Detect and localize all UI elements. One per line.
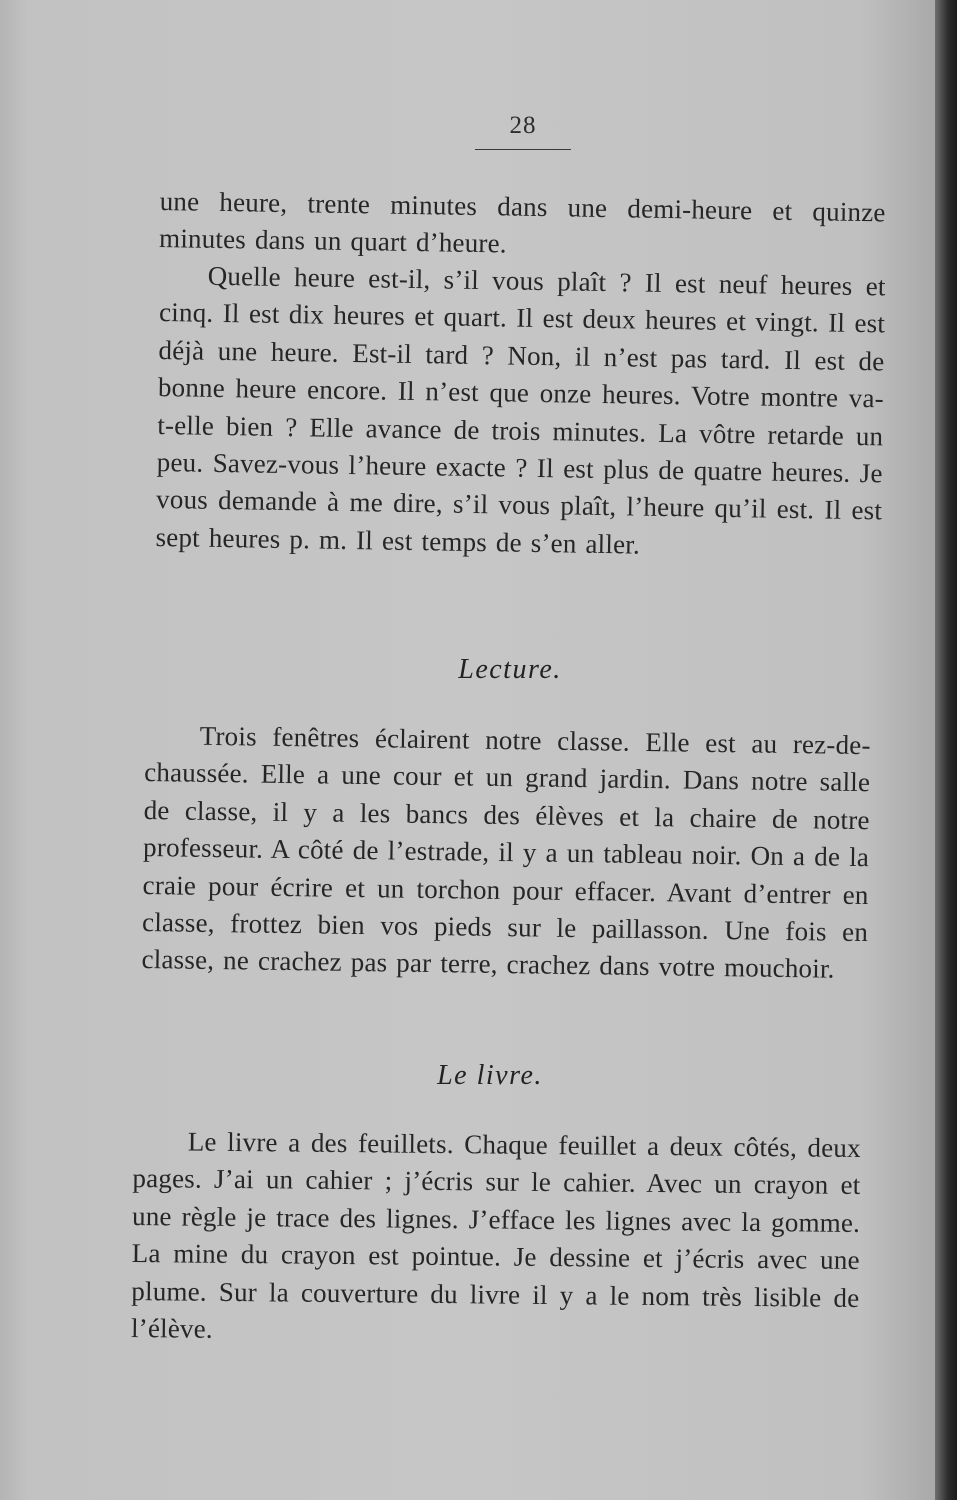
section-heading-lecture: Lecture. <box>458 654 562 685</box>
paragraph-time-continued: une heure, trente minutes dans une demi-heure et quinze minutes dans un quart d’heure. <box>158 185 886 259</box>
book-spine-shadow <box>935 0 957 1500</box>
paragraph-time-questions: Quelle heure est-il, s’il vous plaît ? Il est neuf heures et cinq. Il est dix heures et quart. Il est deux heures et vingt. Il est déjà une heure. Est-il tard ? Non, il n’est pas tard. Il est de bonne heure encore. Il n’est que onze heures. Votre montre va-t-elle bien ? Elle avance de trois minutes. La vôtre retarde un peu. Savez-vous l’heure exacte ? Il est plus de quatre heures. Je vous demande à me dire, s’il vous plaît, l’heure qu’il est. Il est sept heures p. m. Il est temps de s’en aller. <box>155 260 886 560</box>
section-heading-le-livre: Le livre. <box>437 1060 543 1091</box>
paragraph-lecture: Trois fenêtres éclairent notre classe. Elle est au rez-de-chaussée. Elle a une cour et un grand jardin. Dans notre salle de classe, il y a les bancs des élèves et la chaire de notre professeur. A côté de l’estrade, il y a un tableau noir. On a de la craie pour écrire et un torchon pour effacer. Avant d’entrer en classe, frottez bien vos pieds sur le paillasson. Une fois en classe, ne crachez pas par terre, crachez dans votre mouchoir. <box>141 720 871 985</box>
page-number-rule <box>475 149 571 150</box>
paragraph-le-livre: Le livre a des feuillets. Chaque feuillet a deux côtés, deux pages. J’ai un cahier ; j’écris sur le cahier. Avec un crayon et une règle je trace des lignes. J’efface les lignes avec la gomme. La mine du crayon est pointue. Je dessine et j’écris avec une plume. Sur la couverture du livre il y a le nom très lisible de l’élève. <box>130 1126 861 1344</box>
page-number: 28 <box>509 112 537 139</box>
